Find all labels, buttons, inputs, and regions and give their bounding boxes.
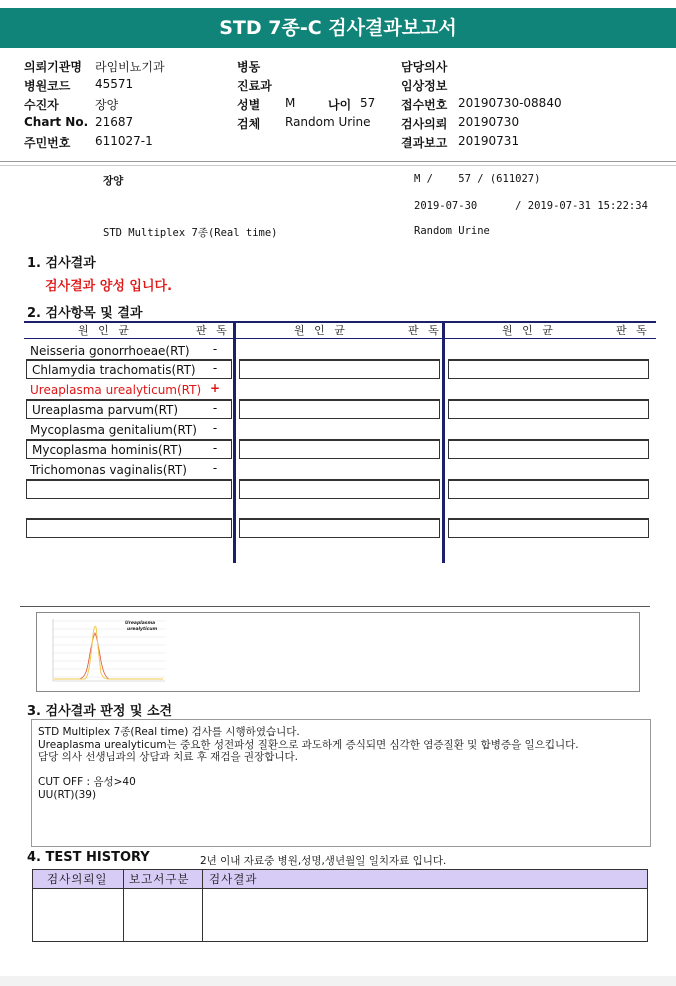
organism-name: Trichomonas vaginalis(RT) [30,463,187,477]
organism-name: Mycoplasma genitalium(RT) [30,423,197,437]
header-report-date [401,134,447,151]
result-box [239,359,440,379]
history-column-divider [202,870,203,941]
section1-title: 1. 검사결과 [27,256,96,271]
result-box [448,479,649,499]
header-sex [237,96,260,113]
header-label: Chart No. [24,115,89,129]
history-note: 2년 이내 자료중 병원,성명,생년월일 일치자료 입니다. [200,855,447,867]
history-col-report-type: 보고서구분 [129,872,190,886]
summary-sex-age: M / 57 / (611027) [414,173,541,185]
header-label: 나이 [328,98,352,112]
section1-result: 검사결과 양성 입니다. [45,279,173,294]
header-client [24,58,82,75]
result-box [448,359,649,379]
history-column-divider [123,870,124,941]
amplification-chart [39,615,169,691]
header-label: 주민번호 [24,136,71,150]
opinion-line: Ureaplasma urealyticum는 중요한 성전파성 질환으로 과도하게 증식되면 심각한 염증질환 및 합병증을 일으킵니다. [38,738,579,751]
opinion-line [38,764,644,777]
opinion-line: STD Multiplex 7종(Real time) 검사를 시행하였습니다. [38,726,300,738]
header-value: 라임비뇨기과 [95,60,165,74]
header-request-date [401,115,447,132]
result-box [448,439,649,459]
header-ward [237,58,260,75]
header-value: 21687 [95,115,134,129]
result-box [239,518,440,538]
header-label: 의뢰기관명 [24,60,82,74]
col-header-organism: 원 인 균 [294,324,348,337]
header-receipt-no [401,96,447,113]
organism-result: - [212,461,218,475]
organism-result-positive: + [209,381,221,395]
header-label: 임상정보 [401,79,448,93]
table-header-rule [24,338,656,339]
amplification-chart-frame [36,612,640,692]
opinion-line: UU(RT)(39) [38,788,97,801]
opinion-line: CUT OFF : 음성>40 [38,776,136,788]
header-label: 결과보고 [401,136,448,150]
history-col-request-date: 검사의뢰일 [47,872,108,886]
col-header-organism: 원 인 균 [78,324,132,337]
chart-legend-line2: urealyticum [127,627,158,632]
header-doctor [401,58,447,75]
col-header-result: 판 독 [408,324,442,337]
organism-name: Mycoplasma hominis(RT) [32,443,183,457]
section-divider [20,606,650,607]
header-value: M [285,96,296,110]
organism-name-positive: Ureaplasma urealyticum(RT) [30,383,202,397]
col-header-result: 판 독 [196,324,230,337]
organism-name: Chlamydia trachomatis(RT) [32,363,196,377]
header-value: 611027-1 [95,134,153,148]
result-box [448,518,649,538]
result-box [26,479,232,499]
header-clinical-info [401,77,447,94]
header-label: 병동 [237,60,261,74]
section2-title: 2. 검사항목 및 결과 [27,306,143,321]
header-label: 병원코드 [24,79,71,93]
header-label: 접수번호 [401,98,448,112]
header-label: 담당의사 [401,60,448,74]
history-col-result: 검사결과 [209,872,258,886]
header-value: 20190730-08840 [458,96,562,110]
header-label: 검사의뢰 [401,117,448,131]
table-column-divider [442,322,445,563]
header-age [328,96,351,113]
header-label: 수진자 [24,98,59,112]
header-value: Random Urine [285,115,371,129]
summary-specimen: Random Urine [414,225,490,237]
header-label: 진료과 [237,79,272,93]
result-box [26,518,232,538]
opinion-box [31,719,651,847]
table-column-divider [233,322,236,563]
header-label: 성별 [237,98,261,112]
header-label: 검체 [237,117,261,131]
header-value: 장양 [95,98,119,112]
organism-result: - [212,441,218,455]
chart-legend-line1: Ureaplasma [125,621,156,626]
result-box [239,479,440,499]
organism-result: - [212,421,218,435]
opinion-line: 담당 의사 선생님과의 상담과 치료 후 재검을 권장합니다. [38,751,298,763]
organism-result: - [212,401,218,415]
header-specimen [237,115,260,132]
header-divider [0,161,676,162]
organism-name: Ureaplasma parvum(RT) [32,403,179,417]
header-patient [24,96,59,113]
summary-test-name: STD Multiplex 7종(Real time) [103,227,278,239]
section3-title: 3. 검사결과 판정 및 소견 [27,704,173,719]
history-header-row [33,870,647,889]
report-title: STD 7종-C 검사결과보고서 [0,8,676,48]
header-department [237,77,272,94]
header-resident-no [24,134,70,151]
organism-name: Neisseria gonorrhoeae(RT) [30,344,190,358]
col-header-result: 판 독 [616,324,650,337]
organism-result: - [212,342,218,356]
col-header-organism: 원 인 균 [502,324,556,337]
summary-name: 장양 [103,175,124,187]
header-value: 57 [360,96,376,110]
header-hospital-code [24,77,70,94]
header-value: 20190731 [458,134,520,148]
result-box [239,399,440,419]
summary-dates: 2019-07-30 / 2019-07-31 15:22:34 [414,200,648,212]
header-chart-no [24,115,88,129]
section4-title: 4. TEST HISTORY [27,850,150,865]
header-value: 45571 [95,77,134,91]
result-box [448,399,649,419]
header-value: 20190730 [458,115,520,129]
result-box [239,439,440,459]
header-divider [0,165,676,166]
organism-result: - [212,361,218,375]
history-table [32,869,648,942]
